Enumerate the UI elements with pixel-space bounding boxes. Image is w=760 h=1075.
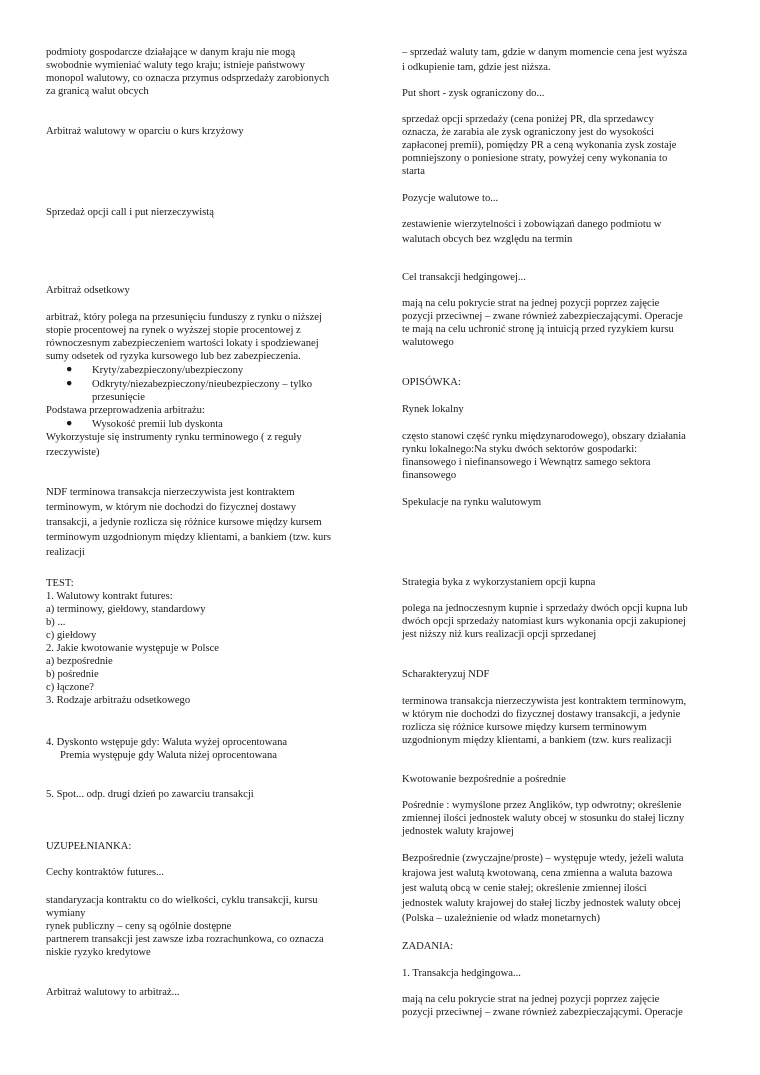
- text-line: finansowego: [402, 470, 457, 481]
- text-line: starta: [402, 166, 425, 177]
- bullet-text: Kryty/zabezpieczony/ubezpieczony: [92, 365, 244, 376]
- text-line: mają na celu pokrycie strat na jednej pozycji poprzez zajęcie: [402, 298, 660, 309]
- text-line: rynek publiczny – ceny są ogólnie dostępne: [46, 921, 232, 932]
- text-line: terminowa transakcja nierzeczywista jest kontraktem terminowym,: [402, 696, 687, 707]
- text-line: za granicą walut obcych: [46, 86, 149, 97]
- heading-uzupelnianka: UZUPEŁNIANKA:: [46, 841, 132, 852]
- text-line: walutowego: [402, 337, 454, 348]
- bullet-text: Odkryty/niezabezpieczony/nieubezpieczony – tylko: [92, 379, 313, 390]
- text-line: jednostek waluty krajowej: [402, 826, 514, 837]
- heading-put-short: Put short - zysk ograniczony do...: [402, 88, 545, 99]
- text-line: (Polska – uzależnienie od władz monetarnych): [402, 913, 600, 924]
- text-line: 4. Dyskonto wstępuje gdy: Waluta wyżej oprocentowana: [46, 737, 288, 748]
- text-line: zapłaconej premii), pomiędzy PR a ceną wykonania zysk zostaje: [402, 140, 677, 151]
- text-line: Arbitraż walutowy to arbitraż...: [46, 987, 180, 998]
- heading-cel: Cel transakcji hedgingowej...: [402, 272, 526, 283]
- heading-rynek: Rynek lokalny: [402, 404, 464, 415]
- text-line: jednostek waluty krajowej do stałej liczby jednostek waluty obcej: [402, 898, 681, 909]
- text-line: Wykorzystuje się instrumenty rynku terminowego ( z reguły: [46, 432, 302, 443]
- text-line: uzgodnionym między klientami, a bankiem (tzw. kurs realizacji: [402, 735, 672, 746]
- text-line: Pośrednie : wymyślone przez Anglików, typ odwrotny; określenie: [402, 800, 682, 811]
- text-line: realizacji: [46, 547, 85, 558]
- text-line: arbitraż, który polega na przesunięciu funduszy z rynku o niższej: [46, 312, 322, 323]
- text-line: rozlicza się różnice kursowe między kursem terminowym: [402, 722, 647, 733]
- heading-opisowka: OPISÓWKA:: [402, 377, 461, 388]
- text-line: 2. Jakie kwotowanie występuje w Polsce: [46, 643, 219, 654]
- heading-pozycje: Pozycje walutowe to...: [402, 193, 499, 204]
- heading-scharakteryzuj: Scharakteryzuj NDF: [402, 669, 490, 680]
- text-line: mają na celu pokrycie strat na jednej pozycji poprzez zajęcie: [402, 994, 660, 1005]
- text-line: 3. Rodzaje arbitrażu odsetkowego: [46, 695, 191, 706]
- heading-spekulacje: Spekulacje na rynku walutowym: [402, 497, 542, 508]
- text-line: rynku lokalnego:Na styku dwóch sektorów gospodarki:: [402, 444, 638, 455]
- bullet-icon: ●: [66, 378, 73, 389]
- text-line: terminowym uzgodnionym między klientami, a bankiem (tzw. kurs: [46, 532, 331, 543]
- text-line: niskie ryzyko kredytowe: [46, 947, 151, 958]
- heading-sprzedaz-opcji: Sprzedaż opcji call i put nierzeczywistą: [46, 207, 214, 218]
- text-line: – sprzedaż waluty tam, gdzie w danym momencie cena jest wyższa: [402, 47, 688, 58]
- text-line: jest walutą obcą w cenie stałej; określenie zmiennej ilości: [402, 883, 647, 894]
- text-line: c) giełdowy: [46, 630, 97, 641]
- heading-strategia: Strategia byka z wykorzystaniem opcji kupna: [402, 577, 596, 588]
- text-line: oznacza, że zarabia ale zysk ograniczony jest do wysokości: [402, 127, 655, 138]
- text-line: Podstawa przeprowadzenia arbitrażu:: [46, 405, 205, 416]
- text-line: równoczesnym zabezpieczeniem wartości lokaty i spodziewanej: [46, 338, 319, 349]
- text-line: NDF terminowa transakcja nierzeczywista jest kontraktem: [46, 487, 295, 498]
- text-line: Premia występuje gdy Waluta niżej oprocentowana: [60, 750, 277, 761]
- heading-zadania: ZADANIA:: [402, 941, 454, 952]
- bullet-text: Wysokość premii lub dyskonta: [92, 419, 223, 430]
- text-line: rzeczywiste): [46, 447, 100, 458]
- text-line: polega na jednoczesnym kupnie i sprzedaży dwóch opcji kupna lub: [402, 603, 688, 614]
- text-line: Cechy kontraktów futures...: [46, 867, 164, 878]
- text-line: standaryzacja kontraktu co do wielkości, cyklu transakcji, kursu: [46, 895, 318, 906]
- text-line: 1. Transakcja hedgingowa...: [402, 968, 521, 979]
- text-line: transakcji, a jedynie rozlicza się różnice kursowe między kursem: [46, 517, 322, 528]
- text-line: pomniejszony o poniesione straty, powyżej ceny wykonania to: [402, 153, 668, 164]
- text-line: partnerem transakcji jest zawsze izba rozrachunkowa, co oznacza: [46, 934, 324, 945]
- text-line: terminowym, w którym nie dochodzi do fizycznej dostawy: [46, 502, 297, 513]
- text-line: swobodnie wymieniać waluty tego kraju; istnieje państwowy: [46, 60, 305, 71]
- text-line: zmiennej ilości jednostek waluty obcej w stosunku do stałej liczny: [402, 813, 685, 824]
- text-line: wymiany: [46, 908, 86, 919]
- text-line: zestawienie wierzytelności i zobowiązań danego podmiotu w: [402, 219, 662, 230]
- text-line: b) ...: [46, 617, 66, 628]
- bullet-icon: ●: [66, 418, 73, 429]
- text-line: 5. Spot... odp. drugi dzień po zawarciu transakcji: [46, 789, 254, 800]
- heading-kwotowanie: Kwotowanie bezpośrednie a pośrednie: [402, 774, 566, 785]
- text-line: jest niższy niż kurs realizacji opcji sprzedanej: [402, 629, 597, 640]
- text-line: Bezpośrednie (zwyczajne/proste) – występuje wtedy, jeżeli waluta: [402, 853, 684, 864]
- heading-arbitraz-odsetkowy: Arbitraż odsetkowy: [46, 285, 130, 296]
- text-line: dwóch opcji sprzedaży natomiast kurs wykonania opcji zakupionej: [402, 616, 686, 627]
- text-line: a) terminowy, giełdowy, standardowy: [46, 604, 206, 615]
- text-line: krajowa jest walutą kwotowaną, cena zmienna a waluta bazowa: [402, 868, 673, 879]
- bullet-text-cont: przesunięcie: [92, 392, 145, 403]
- text-line: finansowego i niefinansowego i Wewnątrz samego sektora: [402, 457, 651, 468]
- text-line: sumy odsetek od ryzyka kursowego lub bez zabezpieczenia.: [46, 351, 301, 362]
- text-line: podmioty gospodarcze działające w danym kraju nie mogą: [46, 47, 296, 58]
- text-line: sprzedaż opcji sprzedaży (cena poniżej PR, dla sprzedawcy: [402, 114, 654, 125]
- text-line: pozycji przeciwnej – zwane również zabezpieczającymi. Operacje: [402, 311, 683, 322]
- text-line: walutach obcych bez względu na termin: [402, 234, 573, 245]
- text-line: pozycji przeciwnej – zwane również zabezpieczającymi. Operacje: [402, 1007, 683, 1018]
- text-line: b) pośrednie: [46, 669, 99, 680]
- text-line: stopie procentowej na rynek o wyższej stopie procentowej z: [46, 325, 301, 336]
- heading-arbitraz-krzyzowy: Arbitraż walutowy w oparciu o kurs krzyżowy: [46, 126, 244, 137]
- test-heading: TEST:: [46, 578, 74, 589]
- text-line: i odkupienie tam, gdzie jest niższa.: [402, 62, 551, 73]
- text-line: często stanowi część rynku międzynarodowego), obszary działania: [402, 431, 686, 442]
- text-line: monopol walutowy, co oznacza przymus odsprzedaży zarobionych: [46, 73, 330, 84]
- text-line: te mają na celu uchronić stronę ją intuicją przed ryzykiem kursu: [402, 324, 674, 335]
- text-line: w którym nie dochodzi do fizycznej dostawy transakcji, a jedynie: [402, 709, 681, 720]
- bullet-icon: ●: [66, 364, 73, 375]
- text-line: a) bezpośrednie: [46, 656, 113, 667]
- text-line: 1. Walutowy kontrakt futures:: [46, 591, 173, 602]
- text-line: c) łączone?: [46, 682, 94, 693]
